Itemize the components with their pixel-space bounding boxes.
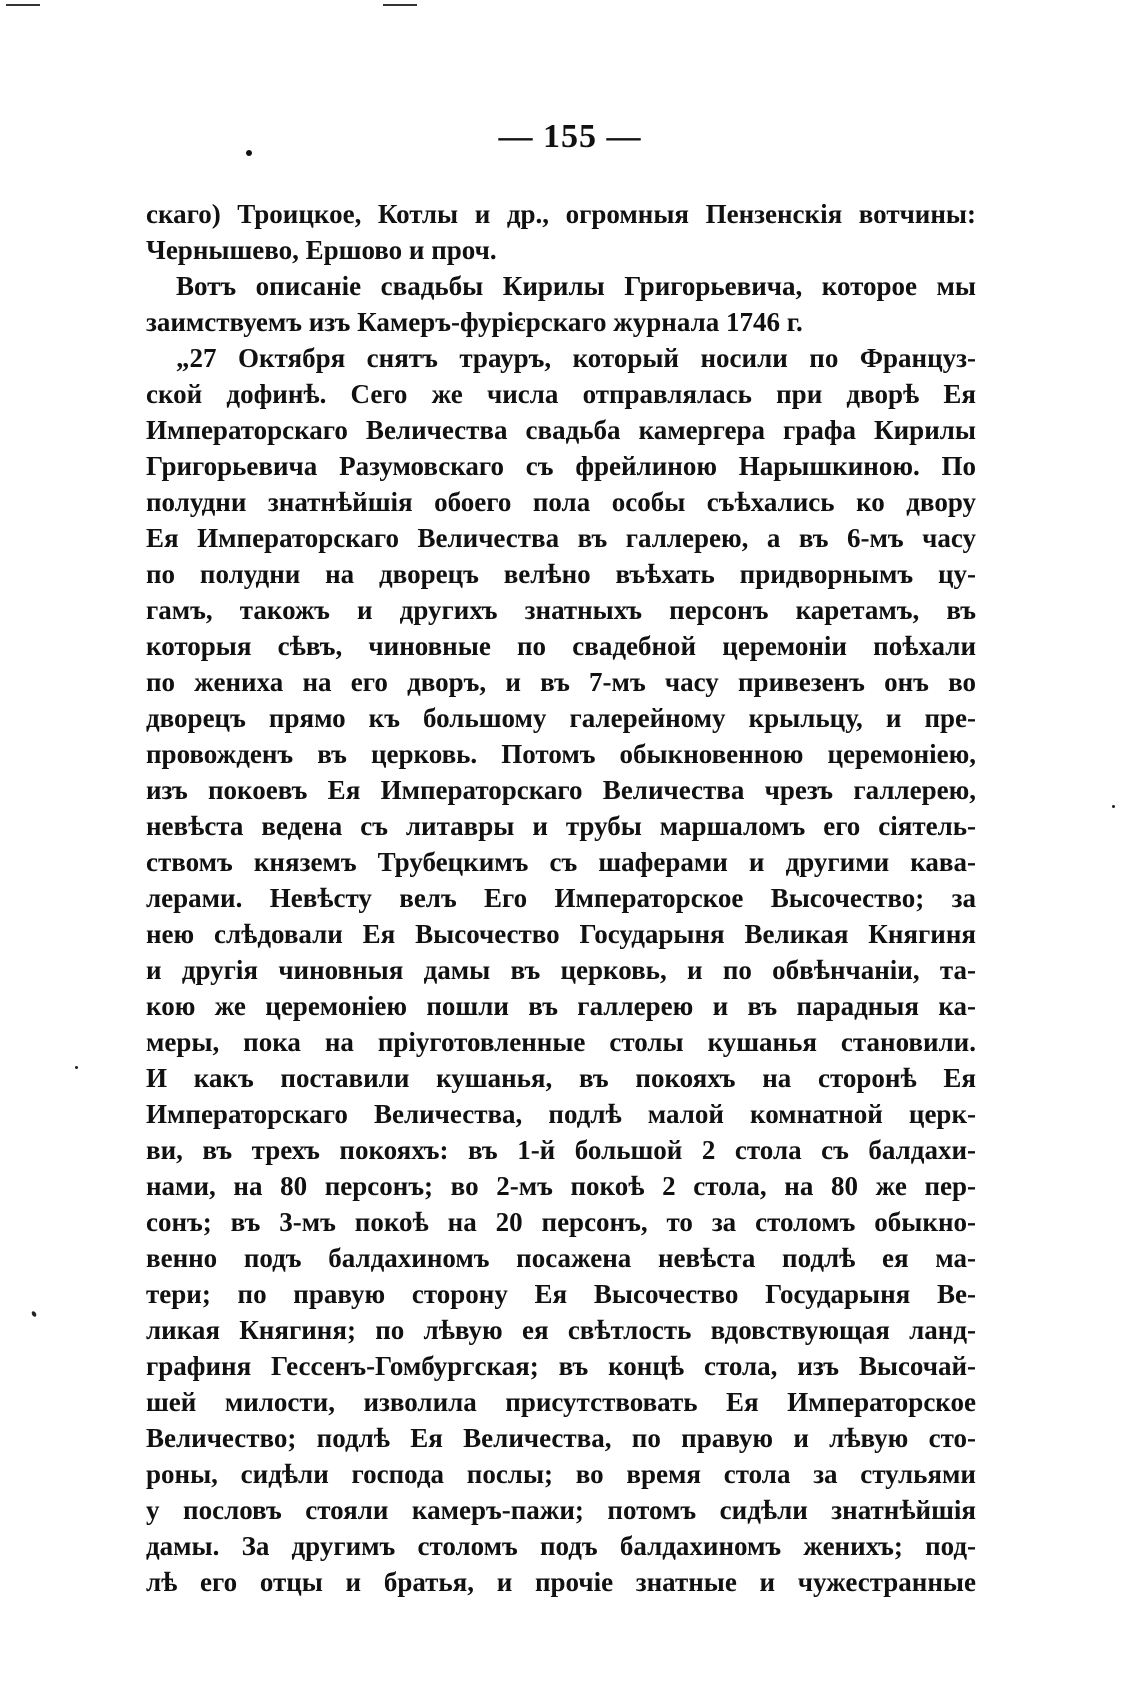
scan-edge-mark <box>383 4 417 6</box>
text-line: нею слѣдовали Ея Высочество Государыня Великая Княгиня <box>146 919 976 949</box>
text-line: дамы. За другимъ столомъ подъ балдахиномъ женихъ; под- <box>146 1531 976 1561</box>
text-line: по жениха на его дворъ, и въ 7-мъ часу привезенъ онъ во <box>146 667 976 697</box>
text-line: ви, въ трехъ покояхъ: въ 1-й большой 2 стола съ балдахи- <box>146 1135 976 1165</box>
text-line: сонъ; въ 3-мъ покоѣ на 20 персонъ, то за столомъ обыкно- <box>146 1207 976 1237</box>
text-line: Вотъ описаніе свадьбы Кирилы Григорьевича, которое мы <box>176 271 976 301</box>
text-line: Чернышево, Ершово и проч. <box>146 235 497 265</box>
text-line: нами, на 80 персонъ; во 2-мъ покоѣ 2 стола, на 80 же пер- <box>146 1171 976 1201</box>
text-line: и другія чиновныя дамы въ церковь, и по обвѣнчаніи, та- <box>146 955 976 985</box>
text-line: скаго) Троицкое, Котлы и др., огромныя Пензенскія вотчины: <box>146 199 976 229</box>
text-line: венно подъ балдахиномъ посажена невѣста подлѣ ея ма- <box>146 1243 976 1273</box>
text-line: у пословъ стояли камеръ-пажи; потомъ сидѣли знатнѣйшія <box>146 1495 976 1525</box>
text-line: „27 Октября снятъ трауръ, который носили по Француз- <box>176 343 976 373</box>
page-number: — 155 — <box>498 118 642 155</box>
text-line: невѣста ведена съ литавры и трубы маршаломъ его сіятель- <box>146 811 976 841</box>
text-line: лерами. Невѣсту велъ Его Императорское Высочество; за <box>146 883 976 913</box>
scan-speck <box>75 1066 78 1069</box>
text-line: графиня Гессенъ-Гомбургская; въ концѣ стола, изъ Высочай- <box>146 1351 976 1381</box>
text-line: Императорскаго Величества, подлѣ малой комнатной церк- <box>146 1099 976 1129</box>
body-text <box>146 196 976 1600</box>
text-line: полудни знатнѣйшія обоего пола особы съѣхались ко двору <box>146 487 976 517</box>
text-line: заимствуемъ изъ Камеръ-фурієрскаго журнала 1746 г. <box>146 307 803 337</box>
scan-edge-mark <box>6 4 40 6</box>
text-line: по полудни на дворецъ велѣно въѣхать придворнымъ цу- <box>146 559 976 589</box>
text-line: тери; по правую сторону Ея Высочество Государыня Ве- <box>146 1279 976 1309</box>
scan-speck <box>31 1310 37 1317</box>
text-line: Императорскаго Величества свадьба камергера графа Кирилы <box>146 415 976 445</box>
text-line: ликая Княгиня; по лѣвую ея свѣтлость вдовствующая ланд- <box>146 1315 976 1345</box>
text-line: изъ покоевъ Ея Императорскаго Величества чрезъ галлерею, <box>146 775 976 805</box>
text-line: Величество; подлѣ Ея Величества, по правую и лѣвую сто- <box>146 1423 976 1453</box>
text-line: ствомъ княземъ Трубецкимъ съ шаферами и другими кава- <box>146 847 976 877</box>
text-line: роны, сидѣли господа послы; во время стола за стульями <box>146 1459 976 1489</box>
text-line: Ея Императорскаго Величества въ галлерею, а въ 6-мъ часу <box>146 523 976 553</box>
text-line: гамъ, такожъ и другихъ знатныхъ персонъ каретамъ, въ <box>146 595 976 625</box>
text-line: Григорьевича Разумовскаго съ фрейлиною Нарышкиною. По <box>146 451 976 481</box>
text-line: которыя сѣвъ, чиновные по свадебной церемоніи поѣхали <box>146 631 976 661</box>
text-line: ской дофинѣ. Сего же числа отправлялась при дворѣ Ея <box>146 379 976 409</box>
text-line: дворецъ прямо къ большому галерейному крыльцу, и пре- <box>146 703 976 733</box>
text-line: провожденъ въ церковь. Потомъ обыкновенною церемоніею, <box>146 739 976 769</box>
scan-speck <box>1112 805 1115 808</box>
text-line: кою же церемоніею пошли въ галлерею и въ парадныя ка- <box>146 991 976 1021</box>
text-line: И какъ поставили кушанья, въ покояхъ на сторонѣ Ея <box>146 1063 976 1093</box>
text-line: лѣ его отцы и братья, и прочіе знатные и чужестранные <box>146 1567 976 1597</box>
text-line: шей милости, изволила присутствовать Ея Императорское <box>146 1387 976 1417</box>
text-line: меры, пока на пріуготовленные столы кушанья становили. <box>146 1027 976 1057</box>
